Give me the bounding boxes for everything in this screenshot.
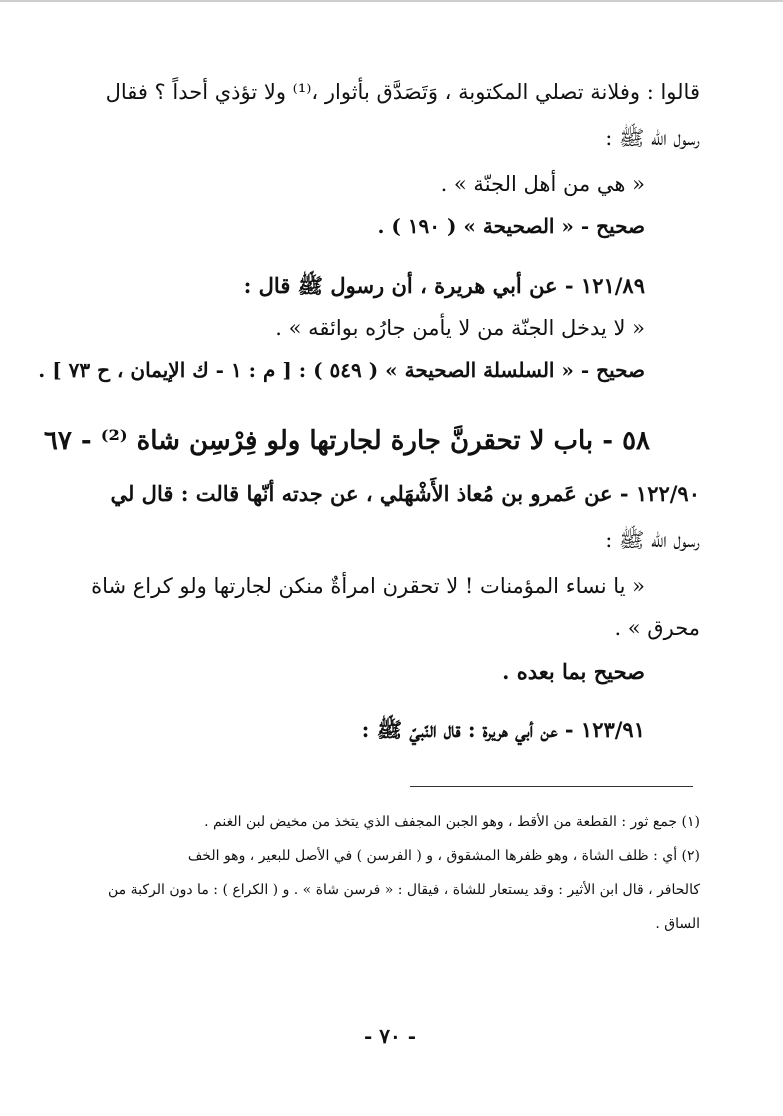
- footnote-separator: [410, 786, 693, 787]
- chapter-heading: ٥٨ - باب لا تحقرنَّ جارة لجارتها ولو فِرْسِن شاة ⁽²⁾ - ٦٧: [43, 426, 650, 456]
- hadith-quote: « يا نساء المؤمنات ! لا تحقرن امرأةٌ منكن لجارتها ولو كراع شاة: [91, 574, 645, 598]
- grading-line: صحيح - « السلسلة الصحيحة » ( ٥٤٩ ) : [ م : ١ - ك الإيمان ، ح ٧٣ ] .: [38, 358, 645, 382]
- hadith-number-line: ١٢١/٨٩ - عن أبي هريرة ، أن رسول ﷺ قال :: [243, 273, 645, 298]
- hadith-number-line: ١٢٢/٩٠ - عن عَمرو بن مُعاذ الأَشْهَلي ، عن جدته أنّها قالت : قال لي: [110, 481, 700, 506]
- hadith-quote: « لا يدخل الجنّة من لا يأمن جارُه بوائقه » .: [275, 316, 645, 340]
- grading-line: صحيح بما بعده .: [502, 659, 645, 684]
- footnote: (١) جمع ثور : القطعة من الأقط ، وهو الجبن المجفف الذي يتخذ من مخيض لبن الغنم .: [204, 814, 700, 830]
- page-number: - ٧٠ -: [363, 1024, 416, 1048]
- body-line: رسول الله ﷺ :: [605, 126, 700, 150]
- hadith-number-line: ١٢٣/٩١ - عن أبي هريرة : قال النّبيّ ﷺ :: [361, 717, 645, 742]
- footnote-continuation: الساق .: [655, 916, 700, 932]
- footnotes: [80, 812, 700, 948]
- footnote: (٢) أي : ظلف الشاة ، وهو ظفرها المشقوق ، و ( الفرسن ) في الأصل للبعير ، وهو الخف: [187, 848, 700, 864]
- grading-line: صحيح - « الصحيحة » ( ١٩٠ ) .: [377, 214, 645, 238]
- body-line: رسول الله ﷺ :: [605, 528, 700, 552]
- footnote-continuation: كالحافر ، قال ابن الأثير : وقد يستعار للشاة ، فيقال : « فرسن شاة » . و ( الكراع ) : ما دون الركبة من: [108, 882, 700, 898]
- page-body: [38, 78, 700, 744]
- body-line: قالوا : وفلانة تصلي المكتوبة ، وَتَصَدَّق بأثوار ،⁽¹⁾ ولا تؤذي أحداً ؟ فقال: [105, 80, 700, 104]
- hadith-quote: محرق » .: [614, 616, 700, 640]
- scan-top-edge: [0, 0, 783, 2]
- hadith-quote: « هي من أهل الجنّة » .: [440, 172, 645, 196]
